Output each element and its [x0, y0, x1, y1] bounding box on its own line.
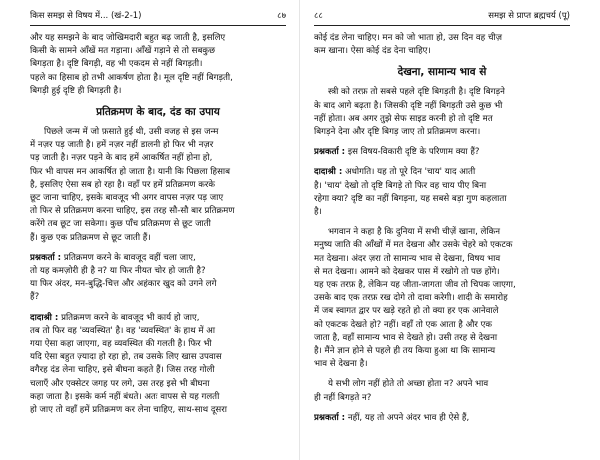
right-running-title: समझ से प्राप्त ब्रह्मचर्य (पू) [488, 11, 570, 21]
text-line: ये सभी लोग नहीं होते तो अच्छा होता न? अपने भाव [328, 379, 489, 390]
text-line: पहले का हिसाब हो तभी आकर्षण होता है। मूल दृष्टि नहीं बिगड़ती, [30, 72, 233, 83]
text-line: से मत देखना। आमने को देखकर पास में रखोगे तो पछ होंगे। [314, 266, 500, 277]
text-line: है। [314, 207, 322, 218]
questioner-label: प्रश्नकर्ता : [30, 252, 62, 263]
text-line: करेंगे तब छूट जा सकेगा। कुछ पाँच प्रतिक्रमण से छूट जाती [30, 219, 211, 230]
text-line: अधोगति। यह तो पूरे दिन 'चाय' याद आती [345, 167, 476, 178]
text-line: इस विषय-विकारी दृष्टि के परिणाम क्या हैं? [347, 147, 480, 158]
text-line: बिगड़ने देना और दृष्टि बिगड़ जाए तो प्रतिक्रमण करना। [314, 127, 481, 138]
left-answer [30, 312, 286, 418]
text-line: गया ऐसा कहा जाएगा, वह व्यवस्थित की गलती है। फिर भी [30, 339, 212, 350]
text-line: और यह समझने के बाद जोखिमदारी बहुत बढ़ जाती है, इसलिए [30, 33, 226, 43]
right-question-1 [314, 146, 570, 159]
dadashri-label: दादाश्री : [30, 312, 59, 323]
text-line: को एकटक देखते हो? नहीं। वहाँ तो एक आता है और एक [314, 319, 492, 330]
text-line: वगैरह दंड लेना चाहिए, इसे बीघना कहते हैं। जिस तरह गोली [30, 365, 215, 376]
text-line: भगवान ने कहा है कि दुनिया में सभी चीज़ें खाना, लेकिन [328, 227, 500, 238]
text-line: मत देखना। अंदर ज़रा तो सामान्य भाव से देखना, विषय भाव [314, 253, 501, 264]
text-line: यह एक तरफ़ है, लेकिन यह जीता-जागता जीव तो चिपक जाएगा, [314, 280, 516, 291]
text-line: है। मैंने ज्ञान होने से पहले ही तय किया हुआ था कि सामान्य [314, 346, 496, 357]
text-line: के बाद आगे बढ़ता है। जिसकी दृष्टि नहीं बिगड़ती उसे कुछ भी [314, 100, 503, 111]
text-line: पिछले जन्म में जो फ़साते हुई थी, उसी वजह से इस जन्म [44, 127, 219, 138]
text-line: स्त्री को तरफ़ तो सबसे पहले दृष्टि बिगड़ती है। दृष्टि बिगड़ने [328, 87, 505, 98]
text-line: भाव से देखना है। [314, 359, 368, 370]
text-line: चलाएँ और एक्सेटर जगह पर लगे, उस तरह इसे भी बीघना [30, 378, 210, 389]
text-line: नहीं, यह तो अपने अंदर भाव ही ऐसे हैं, [347, 412, 470, 423]
text-line: प्रतिक्रमण करने के बावजूद भी कार्य हो जाए, [61, 312, 200, 323]
text-line: है। 'चाय' देखो तो दृष्टि बिगड़े तो फिर वह चाय पीए बिना [314, 180, 487, 191]
questioner-label: प्रश्नकर्ता : [314, 412, 346, 423]
text-line: तब तो फिर वह 'व्यवस्थित' है। वह 'व्यवस्थित' के हाथ में आ [30, 325, 216, 336]
right-section-heading: देखना, सामान्य भाव से [397, 66, 487, 79]
text-line: छूट जाना चाहिए, इसके बावजूद भी अगर वापस नज़र पड़ जाए [30, 193, 224, 204]
left-paragraph-1 [30, 32, 286, 98]
text-line: हैं। कुछ एक प्रतिक्रमण से छूट जाती हैं। [30, 232, 151, 243]
text-line: यदि ऐसा बहुत ज़्यादा हो रहा हो, तब उसके लिए खास उपवास [30, 352, 222, 363]
text-line: या फिर अंदर, मन-बुद्धि-चित्त और अहंकार खुद को उगने लगे [30, 279, 217, 290]
text-line: है, इसलिए ऐसा सब हो रहा है। वहाँ पर हमें प्रतिक्रमण करके [30, 179, 215, 190]
text-line: तो फिर से प्रतिक्रमण करना चाहिए, इस तरह सौ-सौ बार प्रतिक्रमण [30, 206, 235, 217]
text-line: कम खाना। ऐसा कोई दंड देना चाहिए। [314, 46, 431, 57]
text-line: हो जाए तो वहाँ हमें प्रतिक्रमण कर लेना चाहिए, साथ-साथ दूसरा [30, 405, 227, 416]
text-line: किसी के सामने आँखें मत गड़ाना। आँखें गड़ाने से तो सबकुछ [30, 46, 216, 57]
text-line: नहीं होता। अब अगर तुझे सेफ साइड करनी हो तो दृष्टि मत [314, 113, 493, 124]
text-line: पड़ जाती है। नज़र पड़ने के बाद हमें आकर्षित नहीं होना हो, [30, 153, 213, 164]
right-paragraph-2 [314, 86, 570, 139]
text-line: जाता है, वहाँ सामान्य भाव से देखते हो। उसी तरह से देखना [314, 332, 498, 343]
text-line: उसके बाद एक तरफ़ रख दोगे तो दावा करेगी। शादी के समारोह [314, 293, 508, 304]
left-running-title: किस समझ से विषय में... (खं-2-1) [30, 11, 142, 21]
right-page-number: ८८ [314, 11, 323, 21]
text-line: कोई दंड लेना चाहिए। मन को जो भाता हो, उस दिन वह चीज़ [314, 33, 503, 43]
right-question-2 [314, 412, 570, 425]
right-paragraph-4 [314, 378, 570, 404]
text-line: प्रतिक्रमण करने के बावजूद वहीं चला जाए, [63, 252, 196, 263]
right-page [300, 0, 600, 460]
text-line: बिगड़ी हुई दृष्टि ही बिगड़ती है। [30, 85, 122, 96]
text-line: रहेगा क्या? दृष्टि का नहीं बिगड़ना, यह सबसे बड़ा गुण कहलाता [314, 193, 507, 204]
right-answer [314, 166, 570, 219]
text-line: में जब स्वागत द्वार पर खड़े रहते हो तो क्या हर एक आनेवाले [314, 306, 499, 317]
left-running-header [30, 11, 286, 26]
text-line: मनुष्य जाति की आँखों में मत देखना और उसके चेहरे को एकटक [314, 240, 513, 251]
left-paragraph-2 [30, 126, 286, 245]
dadashri-label: दादाश्री : [314, 167, 343, 178]
right-paragraph-1 [314, 32, 570, 58]
left-question [30, 252, 286, 305]
text-line: हैं? [30, 292, 40, 303]
text-line: ही नहीं बिगड़ते न? [314, 392, 372, 403]
text-line: तो यह कमज़ोरी ही है न? या फिर नीयत चोर हो जाती है? [30, 266, 206, 277]
text-line: बिगड़ता है। दृष्टि बिगड़ी, वह भी एकदम से नहीं बिगड़ती। [30, 59, 203, 70]
text-line: कहा जाता है। इसके कर्म नहीं बंधते। अतः वापस से यह गलती [30, 391, 220, 402]
questioner-label: प्रश्नकर्ता : [314, 147, 346, 158]
right-running-header [314, 11, 570, 26]
text-line: फिर भी वापस मन आकर्षित हो जाता है। यानी कि पिछला हिसाब [30, 166, 231, 177]
right-paragraph-3 [314, 226, 570, 371]
text-line: में नज़र पड़ जाती है। हमें नज़र नहीं डालनी हो फिर भी नज़र [30, 140, 214, 151]
left-section-heading: प्रतिक्रमण के बाद, दंड का उपाय [96, 106, 220, 119]
left-page-number: ८७ [277, 11, 286, 21]
